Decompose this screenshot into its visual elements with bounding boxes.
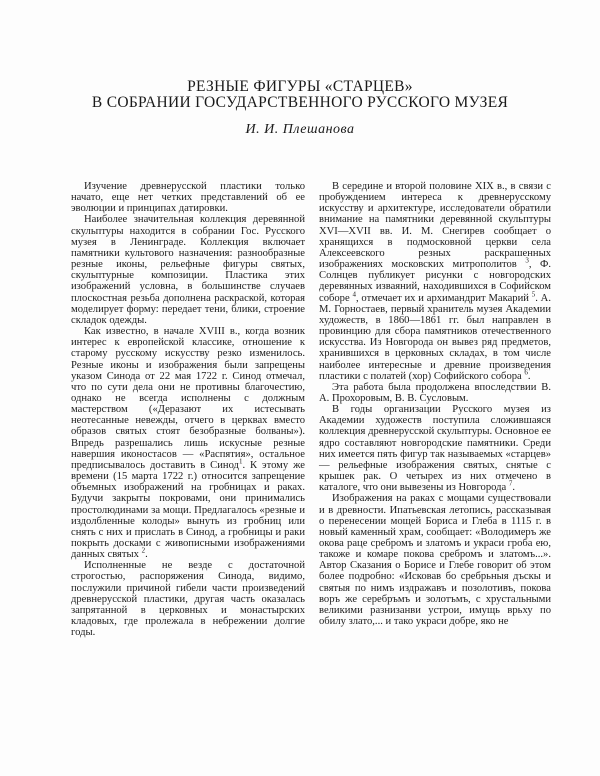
paragraph-text: В годы организации Русского музея из Академии художеств поступила сложившаяся коллекция древнерусской скульптуры. Основное ее ядро составляют новгородские памятники. Среди них имеется пять фигур так называемых «старцев» — рельефные изображения святых, снятые с крышек рак. О четырех из них отмечено в каталоге, что они вывезены из Новгорода bbox=[319, 404, 551, 494]
footnote-ref-2[interactable]: 2 bbox=[141, 546, 146, 555]
paragraph-text: , отмечает их и архимандрит Макарий bbox=[355, 292, 529, 304]
paragraph-text: Как известно, в начале XVIII в., когда возник интерес к европейской классике, отношение к старому русскому искусству резко изменилось. Резные иконы и изображения были запрещены указом Синода от 22 мая 1722 г. Синод отмечал, что по сути дела они не противны благочестию, однако не всегда исполнены с должным мастерством («Деразают их истесывать неотесанные невежды, отчего в церквах вместо образов святых стоят безобразные болваны»). Впредь разрешались лишь искусные резные навершия иконостасов — «Распятия», остальное предписывалось доставить в Синод bbox=[71, 326, 305, 471]
footnote-ref-1[interactable]: 1 bbox=[238, 457, 243, 466]
paragraph-text: . bbox=[512, 482, 516, 494]
paragraph-intro: Изучение древнерусской пластики только начато, еще нет четких представлений об ее эволюции и принципах датировки. bbox=[71, 181, 305, 215]
article-title-line1: РЕЗНЫЕ ФИГУРЫ «СТАРЦЕВ» bbox=[187, 78, 413, 95]
article-title-line2: В СОБРАНИИ ГОСУДАРСТВЕННОГО РУССКОГО МУЗЕЯ bbox=[91, 94, 509, 111]
paragraph-continuation: Эта работа была продолжена впоследствии В. А. Прохоровым, В. В. Сусловым. bbox=[319, 381, 551, 404]
paragraph-collection: Наиболее значительная коллекция деревянной скульптуры находится в собрании Гос. Русского музея в Ленинграде. Коллекция включает памятники культового назначения: разнообразные резные иконы, рельефные фигуры святых, скульптурные композиции. Пластика этих изображений условна, в большинстве случаев плоскостная резьба дополнена раскраской, которая моделирует форму: передает тени, блики, строение складок одежды. bbox=[71, 214, 305, 326]
article-author: И. И. Плешанова bbox=[245, 122, 355, 137]
paragraph-museum-organization bbox=[319, 404, 551, 493]
footnote-ref-4[interactable]: 4 bbox=[352, 290, 356, 299]
paragraph-text: . bbox=[145, 549, 148, 561]
paragraph-19th-century bbox=[319, 181, 551, 382]
footnote-ref-7[interactable]: 7 bbox=[508, 479, 513, 488]
paragraph-text: . А. М. Горностаев, первый хранитель музея Академии художеств, в 1860—1861 гг. был направлен в провинцию для сбора памятников отечественного искусства. Из Новгорода он вывез ряд предметов, хранившихся в церковных складах, в том числе наиболее интересные и древние произведения пластики с полатей (хор) Софийского собора bbox=[319, 292, 551, 382]
footnote-ref-6[interactable]: 6 bbox=[524, 368, 528, 377]
paragraph-text: . bbox=[527, 370, 531, 382]
paragraph-text: , Ф. Солнцев публикует рисунки с новгородских деревянных изваяний, находившихся в Софийском соборе bbox=[319, 259, 551, 304]
paragraph-text: . К этому же времени (15 марта 1722 г.) относится запрещение объемных изображений на гробницах и раках. Будучи закрыты покровами, они принимались простолюдинами за мощи. Предлагалось «резные и издолбленные колоды» вынуть из гробниц или снять с них и прислать в Синод, а гробницы и раки покрыть досками с живописными изображениями данных святых bbox=[71, 459, 305, 561]
paragraph-synod bbox=[71, 326, 305, 560]
paragraph-text: В середине и второй половине XIX в., в связи с пробуждением интереса к древнерусскому искусству и архитектуре, исследователи обратили внимание на памятники деревянной скульптуры XVI—XVII вв. И. М. Снегирев сообщает о хранящихся в подмосковной церкви села Алексеевского резных раскрашенных изображениях московских митрополитов bbox=[319, 181, 551, 271]
footnote-ref-5[interactable]: 5 bbox=[531, 290, 536, 299]
right-text-column bbox=[319, 181, 551, 627]
paragraph-reliquaries: Изображения на раках с мощами существовали и в древности. Ипатьевская летопись, рассказывая о перенесении мощей Бориса и Глеба в 1115 г. в новый каменный храм, сообщает: «Володимеръ же окова раце сребромъ и златомъ и украси гроба ею, такоже и комаре покова сребромъ и златомъ...». Автор Сказания о Борисе и Глебе говорит об этом более подробно: «Исковав бо сребрьныя дъскы и святыя по нимъ издражавъ и позолотивъ, покова воръ же серебръмъ и золотъмъ, с хрустальными великими разнизанви устрои, имущь врьху по обилу злато,... и тако украси добре, яко не bbox=[319, 493, 551, 628]
paragraph-consequences: Исполненные не везде с достаточной строгостью, распоряжения Синода, видимо, послужили причиной гибели части произведений древнерусской пластики, другая часть оказалась запрятанной в церковных и монастырских кладовых, где пролежала в небрежении долгие годы. bbox=[71, 560, 305, 639]
left-text-column bbox=[71, 181, 305, 638]
footnote-ref-3[interactable]: 3 bbox=[525, 256, 529, 265]
